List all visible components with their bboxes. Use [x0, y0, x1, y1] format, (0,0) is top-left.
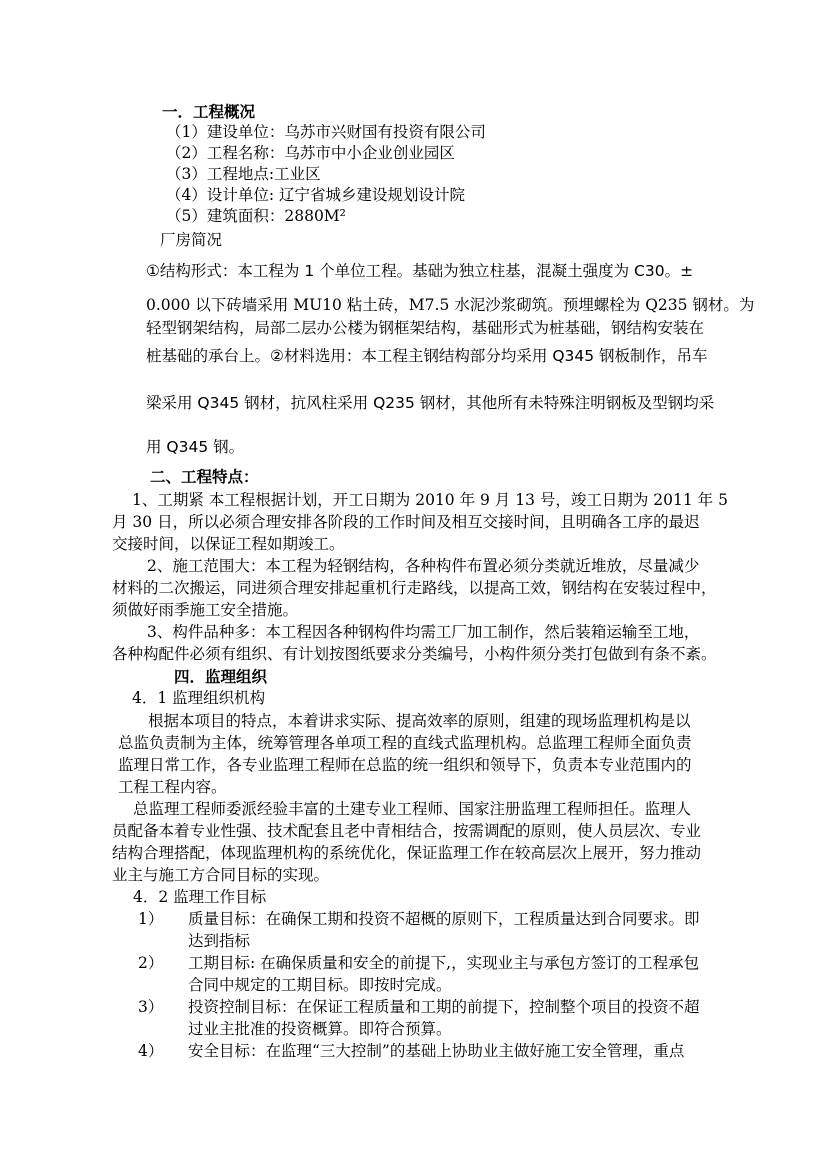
factory-subheading: 厂房简况: [160, 231, 223, 249]
goal-line: 投资控制目标：在保证工程质量和工期的前提下，控制整个项目的投资不超: [188, 998, 700, 1016]
org-paragraph-line: 工程工程内容。: [118, 778, 227, 796]
org-paragraph-line: 监理日常工作，各专业监理工程师在总监的统一组织和领导下，负责本专业范围内的: [118, 756, 692, 774]
structure-line: 0.000 以下砖墙采用 MU10 粘土砖，M7.5 水泥沙浆砌筑。预埋螺栓为 Q235 钢材。为: [146, 296, 755, 314]
feature-line: 3、构件品种多：本工程因各种钢构件均需工厂加工制作，然后装箱运输至工地，: [147, 623, 700, 641]
project-item: （2）工程名称：乌苏市中小企业创业园区: [166, 144, 455, 162]
feature-line: 2、施工范围大：本工程为轻钢结构，各种构件布置必须分类就近堆放，尽量减少: [147, 557, 700, 575]
subsection-title: 4．1 监理组织机构: [132, 689, 266, 707]
structure-line: ①结构形式：本工程为 1 个单位工程。基础为独立柱基，混凝土强度为 C30。±: [146, 262, 694, 280]
structure-line: 轻型钢架结构，局部二层办公楼为钢框架结构，基础形式为桩基础，钢结构安装在: [146, 319, 705, 337]
org-paragraph-line: 根据本项目的特点，本着讲求实际、提高效率的原则，组建的现场监理机构是以: [148, 712, 691, 730]
structure-line: 桩基础的承台上。②材料选用：本工程主钢结构部分均采用 Q345 钢板制作，吊车: [146, 347, 708, 365]
structure-line: 梁采用 Q345 钢材，抗风柱采用 Q235 钢材，其他所有未特殊注明钢板及型钢均采: [146, 394, 715, 412]
staff-paragraph-line: 结构合理搭配，体现监理机构的系统优化，保证监理工作在较高层次上展开，努力推动: [112, 844, 702, 862]
project-item: （3）工程地点:工业区: [166, 165, 321, 183]
goal-line: 合同中规定的工期目标。即按时完成。: [188, 976, 452, 994]
goal-number: 2）: [138, 954, 164, 972]
section2-heading: 二、工程特点：: [150, 467, 259, 486]
subsection-title: 4．2 监理工作目标: [133, 888, 267, 906]
goal-line: 安全目标：在监理“三大控制”的基础上协助业主做好施工安全管理，重点: [188, 1042, 685, 1060]
structure-line: 用 Q345 钢。: [146, 438, 245, 456]
project-item: （1）建设单位：乌苏市兴财国有投资有限公司: [166, 123, 486, 141]
feature-line: 月 30 日，所以必须合理安排各阶段的工作时间及相互交接时间，且明确各工序的最迟: [112, 513, 700, 531]
goal-line: 工期目标: 在确保质量和安全的前提下,，实现业主与承包方签订的工程承包: [188, 954, 700, 972]
goal-number: 1）: [138, 910, 164, 928]
project-item: （4）设计单位: 辽宁省城乡建设规划设计院: [166, 186, 466, 204]
staff-paragraph-line: 总监理工程师委派经验丰富的土建专业工程师、国家注册监理工程师担任。监理人: [133, 800, 692, 818]
goal-line: 达到指标: [188, 932, 251, 950]
feature-line: 各种构配件必须有组织、有计划按图纸要求分类编号，小构件须分类打包做到有条不紊。: [112, 645, 717, 663]
feature-line: 交接时间，以保证工程如期竣工。: [112, 535, 345, 553]
goal-number: 4）: [138, 1042, 164, 1060]
goal-line: 过业主批准的投资概算。即符合预算。: [188, 1020, 452, 1038]
project-item: （5）建筑面积：2880M²: [166, 207, 346, 225]
section4-heading: 四．监理组织: [174, 667, 268, 686]
org-paragraph-line: 总监负责制为主体，统筹管理各单项工程的直线式监理机构。总监理工程师全面负责: [118, 734, 692, 752]
staff-paragraph-line: 业主与施工方合同目标的实现。: [112, 866, 330, 884]
feature-line: 1、工期紧 本工程根据计划，开工日期为 2010 年 9 月 13 号，竣工日期为 2011 年 5: [132, 491, 728, 509]
goal-number: 3）: [138, 998, 164, 1016]
feature-line: 材料的二次搬运，同进须合理安排起重机行走路线，以提高工效，钢结构在安装过程中，: [112, 579, 717, 597]
staff-paragraph-line: 员配备本着专业性强、技术配套且老中青相结合，按需调配的原则，使人员层次、专业: [112, 822, 702, 840]
goal-line: 质量目标：在确保工期和投资不超概的原则下，工程质量达到合同要求。即: [188, 910, 700, 928]
section1-heading: 一．工程概况: [162, 102, 256, 121]
feature-line: 须做好雨季施工安全措施。: [112, 601, 299, 619]
